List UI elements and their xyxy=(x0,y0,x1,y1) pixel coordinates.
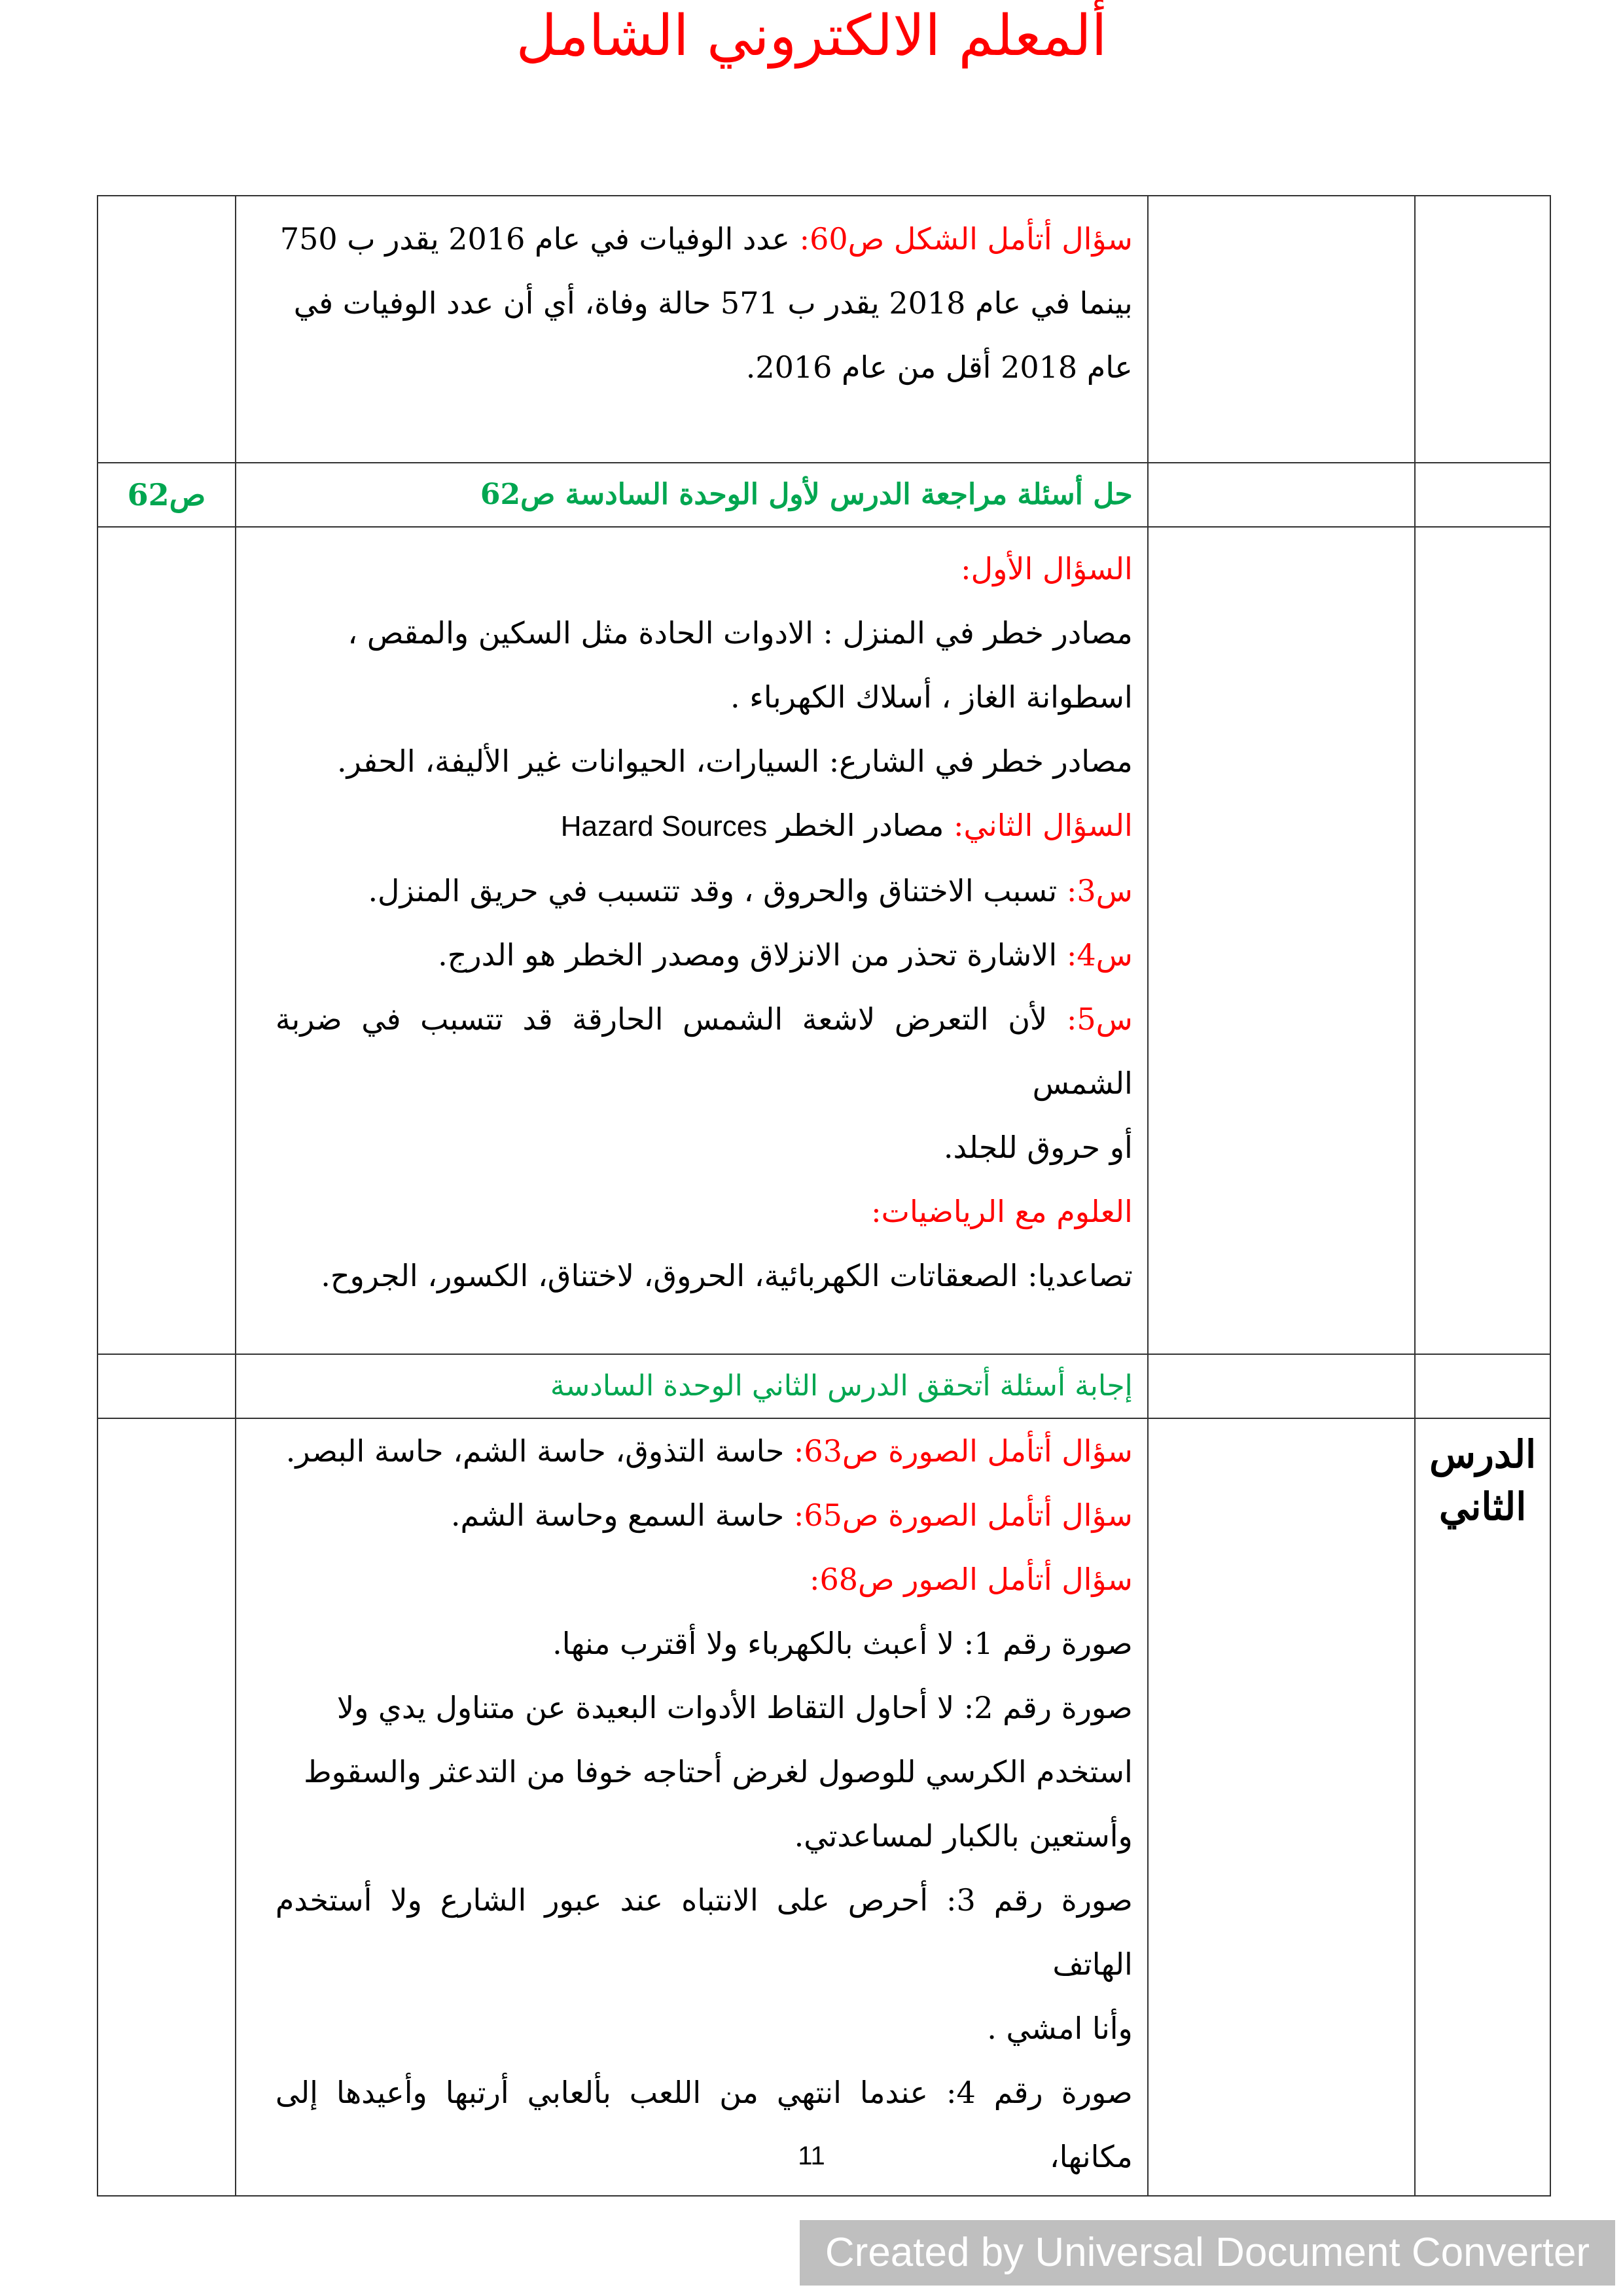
answer-text: بينما في عام 2018 يقدر ب 571 حالة وفاة، أي أن عدد الوفيات في xyxy=(293,285,1133,321)
answer-text: صورة رقم 1: لا أعبث بالكهرباء ولا أقترب منها. xyxy=(552,1626,1133,1661)
question-label: سؤال أتأمل الشكل ص60: xyxy=(799,221,1133,257)
page-cell xyxy=(98,1354,236,1418)
watermark: Created by Universal Document Converter xyxy=(800,2220,1615,2286)
page-cell xyxy=(98,463,236,527)
answer-text: وأنا امشي . xyxy=(987,2011,1133,2046)
table-row xyxy=(98,1418,1550,2196)
answer-text: اسطوانة الغاز ، أسلاك الكهرباء . xyxy=(730,679,1133,715)
section-title-cell xyxy=(236,463,1148,527)
answer-text: مصادر الخطر xyxy=(776,808,944,843)
paragraph xyxy=(276,987,1133,1115)
paragraph xyxy=(276,859,1133,923)
answer-text: استخدم الكرسي للوصول لغرض أحتاجه خوفا من التدعثر والسقوط xyxy=(304,1754,1133,1789)
question-label: سؤال أتأمل الصورة ص63: xyxy=(793,1433,1133,1469)
section-title: حل أسئلة مراجعة الدرس لأول الوحدة السادسة ص62 xyxy=(480,478,1133,511)
section-title-cell xyxy=(236,1354,1148,1418)
answer-text: الاشارة تحذر من الانزلاق ومصدر الخطر هو الدرج. xyxy=(438,937,1058,973)
answer-text: صورة رقم 4: عندما انتهي من اللعب بألعابي أرتبها وأعيدها إلى مكانها، xyxy=(275,2075,1133,2174)
paragraph xyxy=(276,1483,1133,1547)
content-cell xyxy=(236,1418,1148,2196)
page-cell xyxy=(98,1418,236,2196)
answer-text: أو حروق للجلد. xyxy=(943,1130,1133,1165)
page-cell xyxy=(98,196,236,463)
lesson-cell xyxy=(1415,1354,1550,1418)
answer-text: مصادر خطر في المنزل : الادوات الحادة مثل السكين والمقص ، xyxy=(348,615,1133,651)
lesson-table xyxy=(97,195,1551,2197)
page-cell xyxy=(98,527,236,1354)
answer-text: حاسة التذوق، حاسة الشم، حاسة البصر. xyxy=(285,1433,785,1469)
lesson-cell xyxy=(1415,463,1550,527)
answer-text: عام 2018 أقل من عام 2016. xyxy=(745,350,1133,385)
question-label: سؤال أتأمل الصورة ص65: xyxy=(793,1498,1133,1533)
notes-cell xyxy=(1148,463,1415,527)
question-label: س5: xyxy=(1066,1001,1133,1037)
answer-text: عدد الوفيات في عام 2016 يقدر ب 750 xyxy=(279,221,790,257)
question-label: س3: xyxy=(1066,873,1133,908)
page-number: 11 xyxy=(798,2142,825,2170)
paragraph xyxy=(276,207,1133,271)
answer-text: وأستعين بالكبار لمساعدتي. xyxy=(794,1818,1133,1854)
question-label: السؤال الأول: xyxy=(961,551,1133,586)
lesson-cell xyxy=(1415,527,1550,1354)
paragraph xyxy=(276,1419,1133,1483)
answer-text: حاسة السمع وحاسة الشم. xyxy=(450,1498,785,1533)
answer-text: صورة رقم 2: لا أحاول التقاط الأدوات البعيدة عن متناول يدي ولا xyxy=(336,1690,1133,1725)
lesson-cell xyxy=(1415,1418,1550,2196)
lesson-cell xyxy=(1415,196,1550,463)
paragraph xyxy=(276,793,1133,859)
question-label: السؤال الثاني: xyxy=(953,808,1133,843)
answer-text: تسبب الاختناق والحروق ، وقد تتسبب في حريق المنزل. xyxy=(368,873,1058,908)
english-term: Hazard Sources xyxy=(560,810,768,842)
table-row xyxy=(98,463,1550,527)
table-row xyxy=(98,196,1550,463)
content-cell xyxy=(236,196,1148,463)
table-row xyxy=(98,527,1550,1354)
question-label: س4: xyxy=(1066,937,1133,973)
question-label: العلوم مع الرياضيات: xyxy=(871,1194,1133,1229)
paragraph xyxy=(276,923,1133,987)
notes-cell xyxy=(1148,527,1415,1354)
content-cell xyxy=(236,527,1148,1354)
question-label: سؤال أتأمل الصور ص68: xyxy=(809,1562,1133,1597)
notes-cell xyxy=(1148,1354,1415,1418)
notes-cell xyxy=(1148,1418,1415,2196)
answer-text: صورة رقم 3: أحرص على الانتباه عند عبور الشارع ولا أستخدم الهاتف xyxy=(275,1882,1133,1982)
lesson-name: الدرس الثاني xyxy=(1429,1432,1537,1529)
notes-cell xyxy=(1148,196,1415,463)
page-title: ألمعلم الالكتروني الشامل xyxy=(516,3,1107,69)
answer-text: مصادر خطر في الشارع: السيارات، الحيوانات غير الأليفة، الحفر. xyxy=(336,744,1133,779)
page-reference: ص62 xyxy=(127,477,206,512)
answer-text: تصاعديا: الصعقاتات الكهربائية، الحروق، لاختناق، الكسور، الجروح. xyxy=(321,1258,1133,1293)
section-title: إجابة أسئلة أتحقق الدرس الثاني الوحدة السادسة xyxy=(550,1369,1133,1403)
answer-text: لأن التعرض لاشعة الشمس الحارقة قد تتسبب في ضربة الشمس xyxy=(275,1001,1133,1101)
table-row xyxy=(98,1354,1550,1418)
